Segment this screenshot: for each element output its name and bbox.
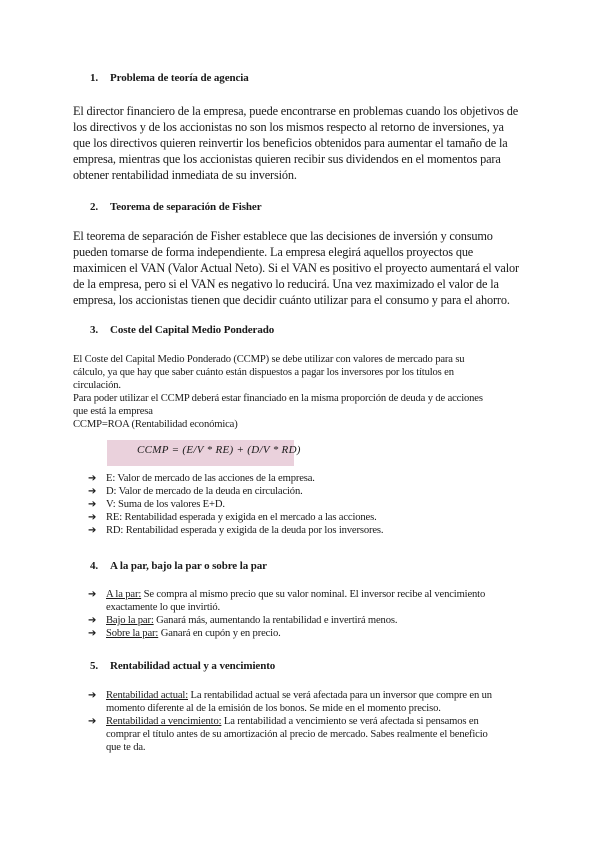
section-5-list	[88, 689, 533, 754]
list-item: ➔ V: Suma de los valores E+D.	[88, 499, 225, 510]
term: Rentabilidad a vencimiento:	[106, 716, 222, 727]
text-line: El teorema de separación de Fisher establece que las decisiones de inversión y consumo	[73, 229, 493, 243]
list-item: ➔ RD: Rentabilidad esperada y exigida de la deuda por los inversores.	[88, 525, 384, 536]
arrow-right-icon: ➔	[88, 499, 97, 510]
text-line: empresa, los accionistas tienen que decidir cuánto utilizar para el consumo y para el ahorro.	[73, 293, 510, 307]
text-line: circulación.	[73, 380, 121, 391]
list-item: ➔ Rentabilidad a vencimiento: La rentabilidad a vencimiento se verá afectada si pensamos en comprar el título antes de su amortización al precio de mercado. Sabes realmente el beneficio que te da.	[88, 716, 488, 753]
term: Bajo la par:	[106, 615, 154, 626]
term: A la par:	[106, 589, 142, 600]
text-line: empresa, mientras que los accionistas quieren recibir sus dividendos en el momentos para	[73, 152, 501, 166]
text-line: El director financiero de la empresa, puede encontrarse en problemas cuando los objetivos de	[73, 104, 519, 118]
section-2-heading	[90, 201, 262, 213]
arrow-right-icon: ➔	[88, 473, 97, 484]
text-line: los directivos y de los accionistas no son los mismos respecto al retorno de inversiones, ya	[73, 120, 504, 134]
section-number: 3.	[90, 324, 99, 336]
section-number: 4.	[90, 560, 99, 572]
section-1-heading	[90, 72, 249, 84]
list-item: ➔ Bajo la par: Ganará más, aumentando la rentabilidad e invertirá menos.	[88, 615, 398, 626]
ccmp-formula: CCMP = (E/V * RE) + (D/V * RD)	[137, 444, 301, 456]
text-line: cálculo, ya que hay que saber cuánto están dispuestos a pagar los inversores por los títulos en	[73, 367, 454, 378]
section-title: Rentabilidad actual y a vencimiento	[110, 660, 276, 672]
list-item: ➔ E: Valor de mercado de las acciones de la empresa.	[88, 473, 315, 484]
arrow-right-icon: ➔	[88, 628, 97, 639]
arrow-right-icon: ➔	[88, 615, 97, 626]
section-number: 2.	[90, 201, 99, 213]
section-title: Problema de teoría de agencia	[110, 72, 249, 84]
text-line: El Coste del Capital Medio Ponderado (CCMP) se debe utilizar con valores de mercado para su	[73, 354, 465, 365]
section-title: Teorema de separación de Fisher	[110, 201, 262, 213]
term: Sobre la par:	[106, 628, 159, 639]
text-line: Para poder utilizar el CCMP deberá estar financiado en la misma proporción de deuda y de acciones	[73, 393, 483, 404]
text-line: pueden tomarse de forma independiente. La empresa elegirá aquellos proyectos que	[73, 245, 474, 259]
text-line: de la empresa, pero si el VAN es negativo lo reducirá. Una vez maximizado el valor de la	[73, 277, 499, 291]
arrow-right-icon: ➔	[88, 512, 97, 523]
section-1-paragraph	[73, 103, 533, 183]
section-4-heading	[90, 560, 267, 572]
term: Rentabilidad actual:	[106, 690, 189, 701]
text-line: CCMP=ROA (Rentabilidad económica)	[73, 419, 238, 430]
section-3-variable-list	[88, 472, 533, 537]
section-title: A la par, bajo la par o sobre la par	[110, 560, 267, 572]
list-item: ➔ A la par: Se compra al mismo precio que su valor nominal. El inversor recibe al vencimiento exactamente lo que invirtió.	[88, 589, 486, 613]
section-3-heading	[90, 324, 274, 336]
list-item: ➔ Rentabilidad actual: La rentabilidad actual se verá afectada para un inversor que compre en un momento diferente al de la emisión de los bonos. Se mide en el momento preciso.	[88, 690, 492, 714]
section-5-heading	[90, 660, 275, 672]
arrow-right-icon: ➔	[88, 525, 97, 536]
section-number: 5.	[90, 660, 99, 672]
text-line: que está la empresa	[73, 406, 153, 417]
list-item: ➔ RE: Rentabilidad esperada y exigida en el mercado a las acciones.	[88, 512, 377, 523]
text-line: que los directivos quieren reinvertir los beneficios obtenidos para aumentar el tamaño de la	[73, 136, 508, 150]
section-2-paragraph	[73, 228, 533, 308]
list-item: ➔ D: Valor de mercado de la deuda en circulación.	[88, 486, 303, 497]
list-item: ➔ Sobre la par: Ganará en cupón y en precio.	[88, 628, 281, 639]
text-line: maximicen el VAN (Valor Actual Neto). Si el VAN es positivo el proyecto aumentará el valor	[73, 261, 519, 275]
arrow-right-icon: ➔	[88, 690, 97, 701]
section-title: Coste del Capital Medio Ponderado	[110, 324, 275, 336]
arrow-right-icon: ➔	[88, 716, 97, 727]
text-line: obtener rentabilidad inmediata de su inversión.	[73, 168, 297, 182]
arrow-right-icon: ➔	[88, 589, 97, 600]
section-3-paragraph	[73, 353, 533, 431]
section-number: 1.	[90, 72, 99, 84]
arrow-right-icon: ➔	[88, 486, 97, 497]
section-4-list	[88, 588, 533, 640]
